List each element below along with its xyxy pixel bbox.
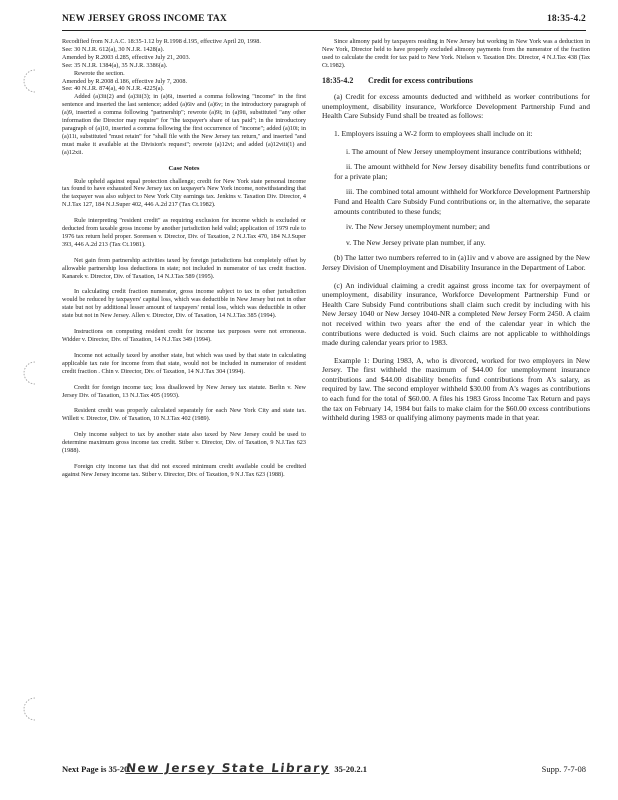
left-column (62, 38, 306, 487)
case-note: Net gain from partnership activities taxed by foreign jurisdictions but completely offset by allowable partnership loss deductions in state; not included in numerator of tax credit fraction. Kanarek v. Director, Div. of Taxation, 14 N.J.Tax 589 (1995). (62, 256, 306, 280)
example-1: Example 1: During 1983, A, who is divorced, worked for two employers in New Jersey. The first withheld the maximum of $44.00 for unemployment insurance contributions and $44.00 disability benefits fund contributions from A's salary, as required by law. The second employer withheld $30.00 from A's wages as contributions to each fund for the total of $60.00. A files his 1983 Gross Income Tax Return and pays the tax on February 14, 1984 but fails to make claim for the $60.00 excess contributions withheld during 1983 or qualifying alimony payments made in that year. (322, 355, 590, 423)
case-note: Foreign city income tax that did not exceed minimum credit available could be credited against New Jersey income tax. Stiber v. Director, Div. of Taxation, 9 N.J.Tax 623 (1988). (62, 462, 306, 478)
case-note: Rule interpreting "resident credit" as requiring exclusion for income which is excluded or deducted from taxable gross income by another jurisdiction held valid; application of 1979 rule to 1976 tax return held proper. Sorensen v. Director, Div. of Taxation, 2 N.J.Tax 470, 184 N.J.Super 393, 446 A.2d 213 (Tax Ct.1981). (62, 217, 306, 248)
page-number: 35-20.2.1 (334, 764, 367, 774)
paragraph-a: (a) Credit for excess amounts deducted and withheld as worker contributions for unemployment, disability insurance, Workforce Development Partnership Fund and Health Care Subsidy Fund shall be treated as follows: (322, 92, 590, 121)
punch-hole-icon (22, 68, 36, 94)
case-note: Rule upheld against equal protection challenge; credit for New York state personal income tax found to have exhausted New Jersey tax on taxpayer's New York income, notwithstanding that the taxpayer was also subject to New York City earnings tax. Jenkins v. Taxation Div. Director, 4 N.J.Tax 127, 184 N.J.Super 402, 446 A.2d 217 (Tax Ct.1982). (62, 177, 306, 209)
history-notes (62, 38, 306, 157)
history-line: Amended by R.2008 d.186, effective July 7, 2008. (62, 77, 187, 85)
library-stamp: New Jersey State Library (125, 761, 332, 775)
header-rule (62, 30, 586, 31)
paragraph-1: 1. Employers issuing a W-2 form to employees shall include on it: (334, 129, 533, 138)
header-section: 18:35-4.2 (546, 14, 586, 24)
punch-hole-icon (22, 696, 36, 722)
header-title: NEW JERSEY GROSS INCOME TAX (62, 14, 227, 24)
punch-hole-icon (22, 360, 36, 386)
page-footer (62, 761, 586, 775)
case-note: Instructions on computing resident credit for income tax purposes were not erroneous. Widder v. Director, Div. of Taxation, 14 N.J.Tax 349 (1994). (62, 328, 306, 343)
list-item: iv. The New Jersey unemployment number; and (346, 222, 490, 232)
history-line: See: 35 N.J.R. 1384(a), 35 N.J.R. 3386(a). (62, 61, 168, 69)
supplement-date: Supp. 7-7-08 (541, 764, 586, 774)
right-column (322, 38, 590, 431)
history-line: Recodified from N.J.A.C. 18:35-1.12 by R.1998 d.195, effective April 20, 1998. (62, 38, 261, 45)
case-note: Only income subject to tax by another state also taxed by New Jersey could be used to determine maximum gross income tax credit. Stiber v. Director, Div. of Taxation, 9 N.J.Tax 623 (1988). (62, 431, 306, 455)
history-line: See: 30 N.J.R. 612(a), 30 N.J.R. 1428(a). (62, 45, 165, 53)
page-header (62, 14, 586, 24)
list-item: ii. The amount withheld for New Jersey disability benefits fund contributions or for a private plan; (334, 162, 590, 181)
case-note: Resident credit was properly calculated separately for each New York City and state tax. Willett v. Director, Div. of Taxation, 10 N.J.Tax 402 (1989). (62, 407, 306, 423)
list-item: v. The New Jersey private plan number, if any. (346, 237, 486, 247)
history-line: Rewrote the section. (74, 69, 125, 77)
section-number: 18:35-4.2 (322, 75, 354, 85)
paragraph-b: (b) The latter two numbers referred to in (a)1iv and v above are assigned by the New Jersey Division of Unemployment and Disability Insurance in the Department of Labor. (322, 253, 590, 272)
case-note: In calculating credit fraction numerator, gross income subject to tax in other jurisdiction would be reduced by taxpayers' capital loss, which was deductible in New Jersey but not in other state but not by additional lesser amount of taxpayers' rental loss, which was deductible in other state but not in New Jersey. Allen v. Director, Div. of Taxation, 14 N.J.Tax 385 (1994). (62, 288, 306, 320)
case-note: Credit for foreign income tax; loss disallowed by New Jersey tax statute. Berlin v. New Jersey Div. of Taxation, 13 N.J.Tax 405 (1993). (62, 383, 306, 399)
list-item: i. The amount of New Jersey unemployment insurance contributions withheld; (346, 146, 582, 156)
case-notes-heading: Case Notes (168, 164, 200, 172)
case-note: Income not actually taxed by another state, but which was used by that state in calculating applicable tax rate for income from that state, would not be included in numerator of resident credit fraction . Chin v. Director, Div. of Taxation, 14 N.J.Tax 304 (1994). (62, 351, 306, 375)
list-item: iii. The combined total amount withheld for Workforce Development Partnership Fund and Health Care Subsidy Fund contributions or, in the alternative, the separate amounts contributed to these funds; (334, 187, 590, 216)
case-note: Since alimony paid by taxpayers residing in New Jersey but working in New York was a deduction in New York, Director held to have properly excluded alimony payments from the numerator of the fraction used to calculate the credit for tax paid to New York. Nielson v. Taxation Div. Director, 4 N.J.Tax 438 (Tax Ct.1982). (322, 38, 590, 69)
history-line: Amended by R.2003 d.285, effective July 21, 2003. (62, 53, 191, 61)
paragraph-c: (c) An individual claiming a credit against gross income tax for overpayment of unemployment, disability insurance, Workforce Development Partnership Fund or Health Care Subsidy Fund contributions shall claim such credit by including with his New Jersey 1040 or New Jersey 1040-NR a completed New Jersey Form 2450. A claim not received within two years after the end of the calendar year in which the contributions were deducted is void. Such claims are not applicable to withholdings made during calendar years prior to 1983. (322, 280, 590, 348)
section-title: Credit for excess contributions (368, 75, 473, 85)
history-line: Added (a)3ii(2) and (a)3ii(3); in (a)6i, inserted a comma following "income" in the first sentence and inserted the last sentence; added (a)6iv and (a)6v; in the introductory paragraph of (a)9, inserted a comma following "partnership"; rewrote (a)9i; in (a)9ii, substituted "any other information the Director may require" for "the taxpayer's share of tax paid"; in the introductory paragraph of (a)10, inserted a comma following the first occurrence of "income"; added (a)10i; in (a)11i, substituted "must retain" for "shall file with the New Jersey tax return," and inserted "and must make it available at the Division's request"; rewrote (a)12vi; and added (a)12viii(1) and (a)12xii. (62, 93, 306, 156)
next-page-note: Next Page is 35-20. (62, 764, 131, 774)
history-line: See: 40 N.J.R. 874(a), 40 N.J.R. 4225(a). (62, 85, 165, 93)
section-heading (322, 76, 590, 86)
